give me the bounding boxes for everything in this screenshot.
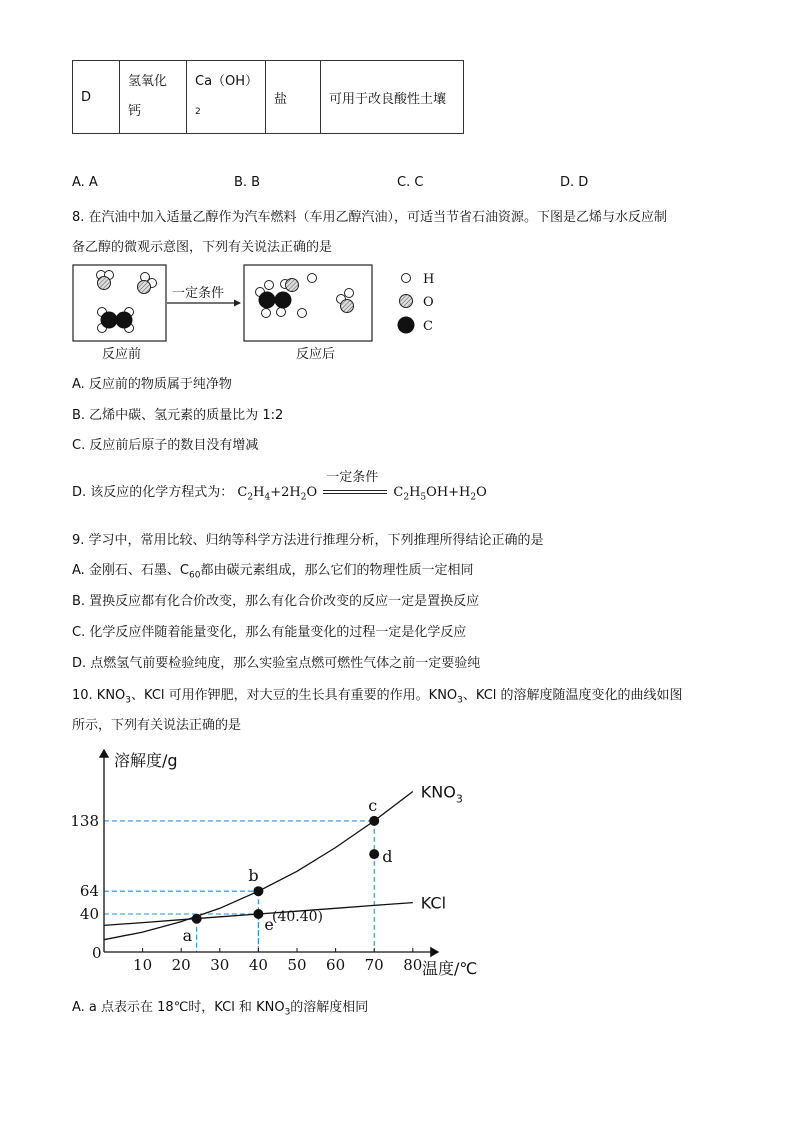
guide-lines xyxy=(104,821,374,952)
legend-c-label: C xyxy=(423,319,433,334)
arrow-head xyxy=(234,300,241,307)
q9-option-c[interactable]: C. 化学反应伴随着能量变化，那么有能量变化的过程一定是化学反应 xyxy=(72,625,467,640)
point-label-b: b xyxy=(248,866,259,886)
equation-condition-sign xyxy=(323,469,387,500)
substance-category: 盐 xyxy=(266,61,321,134)
point-d xyxy=(369,849,379,859)
point-label-c: c xyxy=(368,795,378,815)
q8-option-b[interactable]: B. 乙烯中碳、氢元素的质量比为 1:2 xyxy=(72,408,284,423)
point-label-e: e xyxy=(264,915,274,934)
q10-stem-line1: 10. $KNO_3$、KCl 可用作钾肥，对大豆的生长具有重要的作用。$KNO_3$、KCl 的溶解度随温度变化的曲线如图 xyxy=(72,688,683,706)
q9-stem: 9. 学习中，常用比较、归纳等科学方法进行推理分析，下列推理所得结论正确的是 xyxy=(72,533,544,548)
x-axis-label: 温度/℃ xyxy=(422,959,478,978)
row-label: D xyxy=(73,61,120,134)
x-tick-label: 50 xyxy=(287,956,307,974)
q10-stem-line2: 所示，下列有关说法正确的是 xyxy=(72,718,242,733)
q8-option-a[interactable]: A. 反应前的物质属于纯净物 xyxy=(72,377,232,392)
x-tick-label: 40 xyxy=(248,956,268,974)
series-label-kno3: $KNO_3$ xyxy=(420,782,463,806)
substance-formula xyxy=(187,61,266,134)
x-tick-label: 60 xyxy=(326,956,346,974)
legend-h-icon xyxy=(402,274,411,283)
equation-products: $C_2H_5OH+H_2O$ xyxy=(393,485,487,503)
legend-c-icon xyxy=(398,317,415,334)
after-caption: 反应后 xyxy=(296,347,336,362)
point-label-d: d xyxy=(382,847,393,867)
point-b xyxy=(253,886,263,896)
x-tick-label: 10 xyxy=(133,956,153,974)
q9-option-b[interactable]: B. 置换反应都有化合价改变，那么有化合价改变的反应一定是置换反应 xyxy=(72,594,480,609)
q8-option-c[interactable]: C. 反应前后原子的数目没有增减 xyxy=(72,438,259,453)
table-row xyxy=(73,61,464,134)
q10-option-a[interactable]: A. a 点表示在 18℃时，KCl 和 $KNO_3$的溶解度相同 xyxy=(72,1000,369,1018)
x-tick-label: 30 xyxy=(210,956,230,974)
axis-ticks xyxy=(70,812,422,974)
q8-option-d[interactable] xyxy=(72,469,487,503)
legend-o-label: O xyxy=(423,295,434,310)
equation-reactants: $C_2H_4+2H_2O$ xyxy=(237,485,318,503)
before-box xyxy=(73,265,166,341)
q8-stem-line2: 备乙醇的微观示意图，下列有关说法正确的是 xyxy=(72,240,333,255)
y-tick-label: 138 xyxy=(70,811,99,830)
substance-use: 可用于改良酸性土壤 xyxy=(321,61,464,134)
reaction-diagram xyxy=(70,262,450,364)
solubility-chart xyxy=(70,744,500,980)
y-tick-label: 40 xyxy=(79,905,99,923)
x-tick-label: 20 xyxy=(171,956,191,974)
y-tick-label: 64 xyxy=(79,882,99,901)
before-caption: 反应前 xyxy=(102,347,142,362)
q7-option-a[interactable]: A. A xyxy=(72,175,98,190)
q9-option-d[interactable]: D. 点燃氢气前要检验纯度，那么实验室点燃可燃性气体之前一定要验纯 xyxy=(72,656,481,671)
substance-name-line2: 钙 xyxy=(128,104,142,119)
arrow-condition: 一定条件 xyxy=(172,286,225,301)
q8-option-d-prefix: D. 该反应的化学方程式为： xyxy=(72,485,234,500)
substance-name-line1: 氢氧化 xyxy=(128,74,168,89)
series-label-kcl: KCl xyxy=(420,893,447,913)
answer-table xyxy=(72,60,464,134)
q8-stem-line1: 8. 在汽油中加入适量乙醇作为汽车燃料（车用乙醇汽油），可适当节省石油资源。下图是乙烯与水反应制 xyxy=(72,210,668,225)
formula-sub: 2 xyxy=(195,107,201,117)
formula-main: Ca（OH） xyxy=(195,74,259,89)
x-tick-label: 80 xyxy=(403,956,423,974)
point-e-annotation: (40.40) xyxy=(272,909,324,925)
q7-option-c[interactable]: C. C xyxy=(397,175,424,190)
substance-name xyxy=(120,61,187,134)
q7-option-d[interactable]: D. D xyxy=(560,175,589,190)
x-tick-label: 70 xyxy=(364,956,384,974)
point-e xyxy=(253,909,263,919)
equation-condition: 一定条件 xyxy=(326,469,379,485)
legend-o-icon xyxy=(400,295,413,308)
point-c xyxy=(369,816,379,826)
q7-option-b[interactable]: B. B xyxy=(234,175,261,190)
point-a xyxy=(192,914,202,924)
y-axis-label: 溶解度/g xyxy=(114,751,178,770)
legend xyxy=(398,272,435,334)
origin-label: 0 xyxy=(92,944,102,962)
q9-option-a[interactable]: A. 金刚石、石墨、$C_{60}$都由碳元素组成，那么它们的物理性质一定相同 xyxy=(72,563,474,581)
legend-h-label: H xyxy=(423,272,435,287)
point-label-a: a xyxy=(182,925,193,945)
